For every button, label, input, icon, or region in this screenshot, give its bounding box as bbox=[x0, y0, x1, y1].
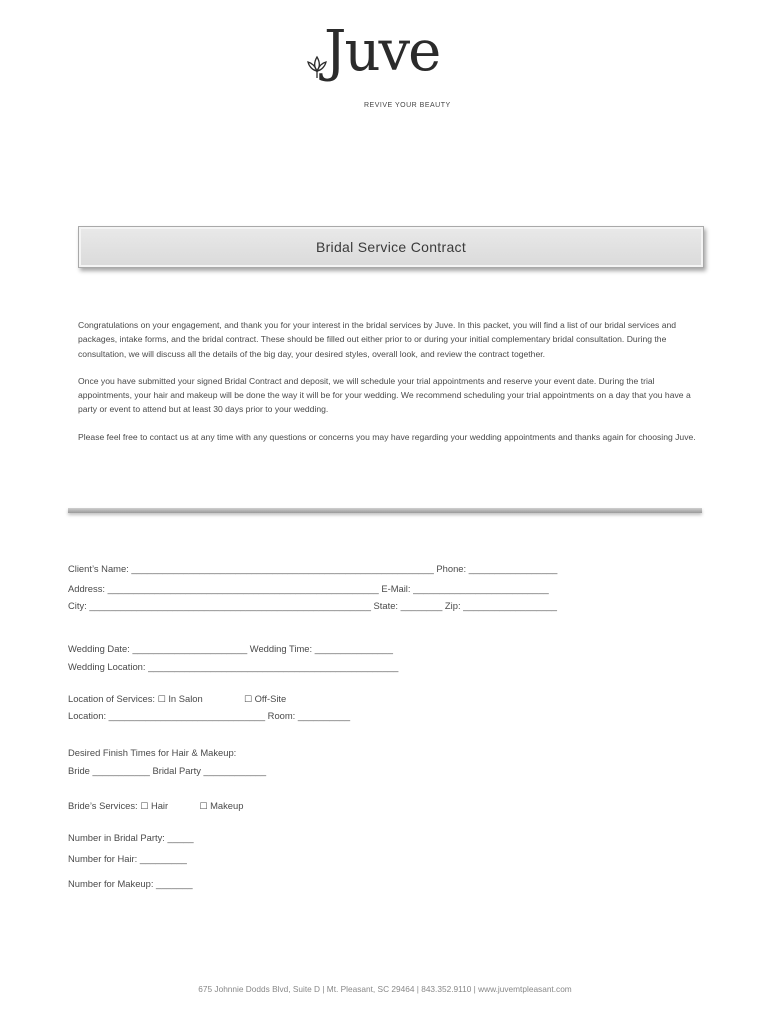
checkbox-icon[interactable]: ☐ bbox=[199, 802, 208, 812]
checkbox-icon[interactable]: ☐ bbox=[157, 695, 166, 705]
brides-services-row bbox=[68, 800, 243, 813]
number-in-party-field[interactable]: Number in Bridal Party: _____ bbox=[68, 832, 194, 843]
title-banner bbox=[78, 226, 704, 268]
location-room-field[interactable]: Location: ______________________________ Room: __________ bbox=[68, 710, 351, 721]
wedding-date-field[interactable]: Wedding Date: ______________________ Wedding Time: _______________ bbox=[68, 643, 393, 654]
intro-paragraph: Once you have submitted your signed Bridal Contract and deposit, we will schedule your trial appointments and reserve your event date. During the trial appointments, your hair and makeup will be done the way it will be for your wedding. We recommend scheduling your trial appointments on a day that you have a party or event to attend but at least 30 days prior to your wedding. bbox=[78, 375, 691, 415]
section-divider bbox=[68, 508, 702, 513]
brides-services-label: Bride’s Services: bbox=[68, 800, 138, 811]
location-of-services-row bbox=[68, 693, 286, 706]
checkbox-icon[interactable]: ☐ bbox=[140, 802, 149, 812]
finish-times-label: Desired Finish Times for Hair & Makeup: bbox=[68, 747, 237, 758]
page-title: Bridal Service Contract bbox=[315, 239, 467, 255]
wedding-location-field[interactable]: Wedding Location: ________________________________________________ bbox=[68, 661, 399, 672]
number-for-hair-field[interactable]: Number for Hair: _________ bbox=[68, 853, 187, 864]
logo-wordmark: Juve bbox=[324, 19, 440, 84]
client-name-field[interactable]: Client’s Name: __________________________________________________________ Phone: _________________ bbox=[68, 563, 558, 574]
hair-label: Hair bbox=[150, 800, 169, 811]
makeup-label: Makeup bbox=[210, 800, 244, 811]
city-field[interactable]: City: ______________________________________________________ State: ________ Zip: __________________ bbox=[68, 600, 558, 611]
intro-paragraph: Please feel free to contact us at any time with any questions or concerns you may have regarding your wedding appointments and thanks again for choosing Juve. bbox=[78, 431, 696, 442]
intro-paragraph: Congratulations on your engagement, and thank you for your interest in the bridal services by Juve. In this packet, you will find a list of our bridal services and packages, intake forms, and the bridal contract. These should be filled out either prior to or during your initial complementary bridal consultation. During the consultation, we will discuss all the details of the big day, your desired styles, overall look, and review the contract together. bbox=[78, 320, 677, 359]
off-site-label: Off-Site bbox=[254, 693, 287, 704]
juve-logo bbox=[306, 19, 466, 114]
in-salon-label: In Salon bbox=[168, 693, 203, 704]
bride-party-field[interactable]: Bride ___________ Bridal Party ____________ bbox=[68, 765, 267, 776]
address-field[interactable]: Address: ____________________________________________________ E-Mail: __________________________ bbox=[68, 583, 549, 594]
footer-contact: 675 Johnnie Dodds Blvd, Suite D | Mt. Pleasant, SC 29464 | 843.352.9110 | www.juvemtpleasant.com bbox=[198, 984, 572, 994]
number-for-makeup-field[interactable]: Number for Makeup: _______ bbox=[68, 878, 193, 889]
checkbox-icon[interactable]: ☐ bbox=[243, 695, 253, 705]
intro-text bbox=[78, 318, 700, 457]
logo-tagline: REVIVE YOUR BEAUTY bbox=[364, 102, 451, 109]
location-services-label: Location of Services: bbox=[68, 693, 156, 704]
